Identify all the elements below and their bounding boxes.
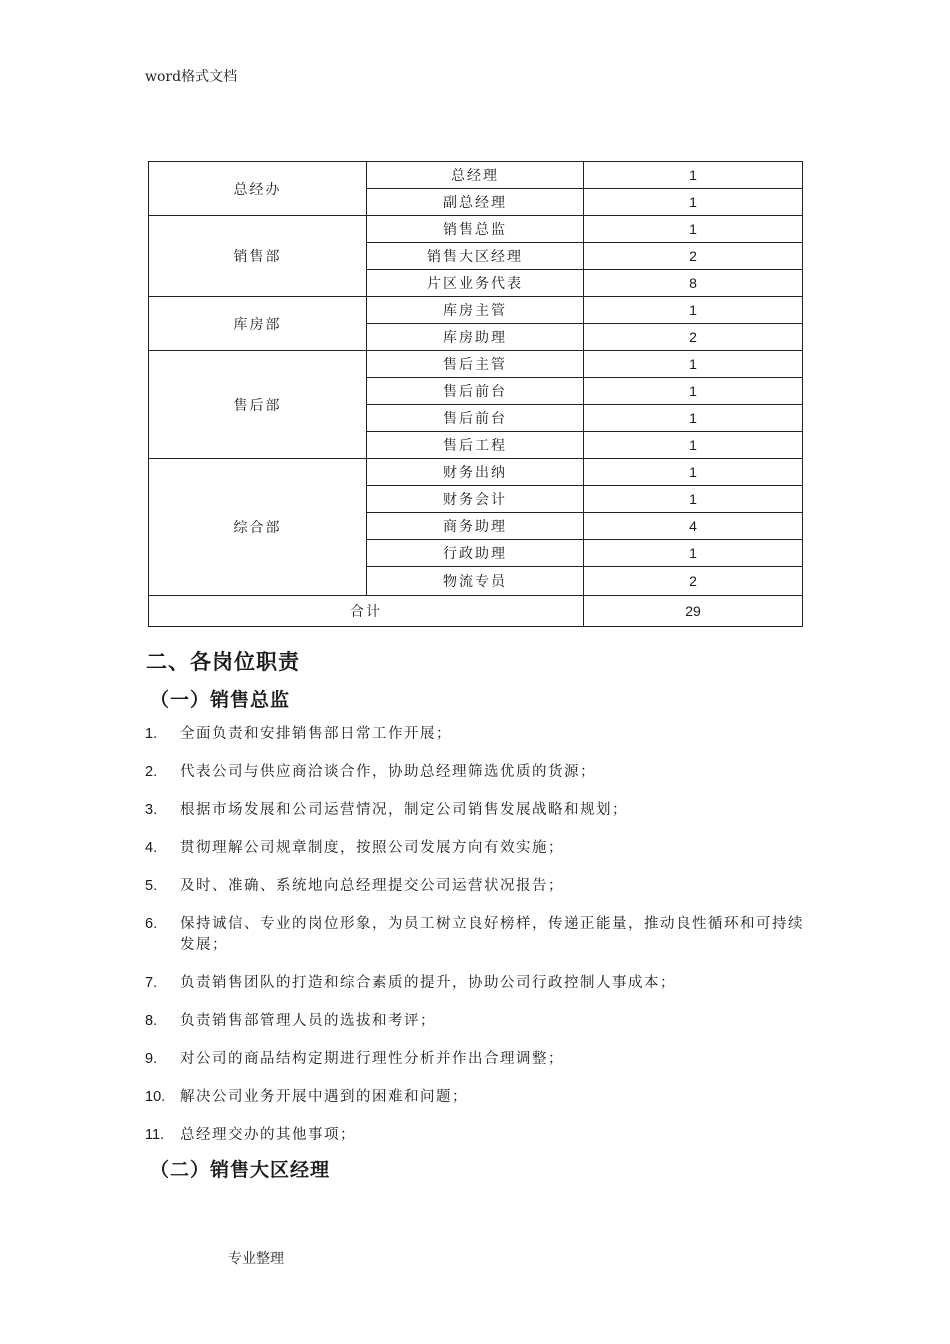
total-value: 29 xyxy=(584,596,803,627)
list-item-text: 根据市场发展和公司运营情况，制定公司销售发展战略和规划； xyxy=(180,802,628,818)
list-item-number: 4. xyxy=(145,840,158,856)
subsection-heading-sales-director: （一）销售总监 xyxy=(150,689,291,711)
position-cell: 行政助理 xyxy=(367,540,584,567)
headcount-cell: 1 xyxy=(584,216,803,243)
total-row xyxy=(149,596,803,627)
table-row xyxy=(149,216,803,243)
table-row xyxy=(149,351,803,378)
headcount-cell: 2 xyxy=(584,243,803,270)
headcount-cell: 1 xyxy=(584,540,803,567)
list-item xyxy=(145,724,815,745)
table-row xyxy=(149,297,803,324)
list-item xyxy=(145,876,815,897)
position-cell: 物流专员 xyxy=(367,567,584,596)
headcount-cell: 8 xyxy=(584,270,803,297)
headcount-cell: 1 xyxy=(584,189,803,216)
list-item-number: 10. xyxy=(145,1089,166,1105)
list-item xyxy=(145,762,815,783)
list-item-number: 2. xyxy=(145,764,158,780)
list-item xyxy=(145,1125,815,1146)
position-cell: 库房主管 xyxy=(367,297,584,324)
headcount-cell: 1 xyxy=(584,405,803,432)
list-item-number: 3. xyxy=(145,802,158,818)
list-item-number: 7. xyxy=(145,975,158,991)
list-item-text: 负责销售团队的打造和综合素质的提升，协助公司行政控制人事成本； xyxy=(180,975,676,991)
headcount-cell: 4 xyxy=(584,513,803,540)
list-item xyxy=(145,838,815,859)
headcount-cell: 1 xyxy=(584,297,803,324)
list-item-number: 8. xyxy=(145,1013,158,1029)
list-item xyxy=(145,1049,815,1070)
department-cell: 库房部 xyxy=(149,297,367,351)
position-cell: 售后主管 xyxy=(367,351,584,378)
list-item-number: 11. xyxy=(145,1127,165,1143)
table-row xyxy=(149,459,803,486)
list-item-number: 1. xyxy=(145,726,158,742)
duties-list xyxy=(145,724,815,1163)
position-cell: 销售大区经理 xyxy=(367,243,584,270)
list-item xyxy=(145,800,815,821)
position-cell: 片区业务代表 xyxy=(367,270,584,297)
department-cell: 售后部 xyxy=(149,351,367,459)
department-cell: 销售部 xyxy=(149,216,367,297)
list-item-number: 6. xyxy=(145,916,158,932)
position-cell: 售后前台 xyxy=(367,378,584,405)
list-item xyxy=(145,914,815,956)
section-heading: 二、各岗位职责 xyxy=(146,650,300,674)
list-item-text: 代表公司与供应商洽谈合作，协助总经理筛选优质的货源； xyxy=(180,764,596,780)
list-item xyxy=(145,1011,815,1032)
position-cell: 总经理 xyxy=(367,162,584,189)
headcount-cell: 1 xyxy=(584,432,803,459)
position-cell: 商务助理 xyxy=(367,513,584,540)
table-row xyxy=(149,162,803,189)
headcount-cell: 1 xyxy=(584,162,803,189)
headcount-cell: 2 xyxy=(584,567,803,596)
headcount-cell: 1 xyxy=(584,378,803,405)
list-item-text: 及时、准确、系统地向总经理提交公司运营状况报告； xyxy=(180,878,564,894)
headcount-cell: 1 xyxy=(584,459,803,486)
position-cell: 财务出纳 xyxy=(367,459,584,486)
position-cell: 售后工程 xyxy=(367,432,584,459)
header-note: word格式文档 xyxy=(145,69,238,85)
position-cell: 财务会计 xyxy=(367,486,584,513)
list-item xyxy=(145,1087,815,1108)
headcount-cell: 2 xyxy=(584,324,803,351)
department-cell: 总经办 xyxy=(149,162,367,216)
footer-note: 专业整理 xyxy=(228,1251,284,1267)
list-item-text: 总经理交办的其他事项； xyxy=(180,1127,356,1143)
staffing-table xyxy=(148,161,803,627)
list-item-text: 负责销售部管理人员的选拔和考评； xyxy=(180,1013,436,1029)
department-cell: 综合部 xyxy=(149,459,367,596)
headcount-cell: 1 xyxy=(584,486,803,513)
position-cell: 售后前台 xyxy=(367,405,584,432)
list-item-text: 贯彻理解公司规章制度，按照公司发展方向有效实施； xyxy=(180,840,564,856)
list-item xyxy=(145,973,815,994)
list-item-number: 5. xyxy=(145,878,158,894)
position-cell: 库房助理 xyxy=(367,324,584,351)
list-item-number: 9. xyxy=(145,1051,158,1067)
position-cell: 销售总监 xyxy=(367,216,584,243)
list-item-text: 全面负责和安排销售部日常工作开展； xyxy=(180,726,452,742)
total-label: 合计 xyxy=(149,596,584,627)
position-cell: 副总经理 xyxy=(367,189,584,216)
list-item-text: 保持诚信、专业的岗位形象，为员工树立良好榜样，传递正能量，推动良性循环和可持续发展； xyxy=(180,916,804,953)
list-item-text: 对公司的商品结构定期进行理性分析并作出合理调整； xyxy=(180,1051,564,1067)
list-item-text: 解决公司业务开展中遇到的困难和问题； xyxy=(180,1089,468,1105)
subsection-heading-regional-manager: （二）销售大区经理 xyxy=(150,1159,331,1181)
headcount-cell: 1 xyxy=(584,351,803,378)
